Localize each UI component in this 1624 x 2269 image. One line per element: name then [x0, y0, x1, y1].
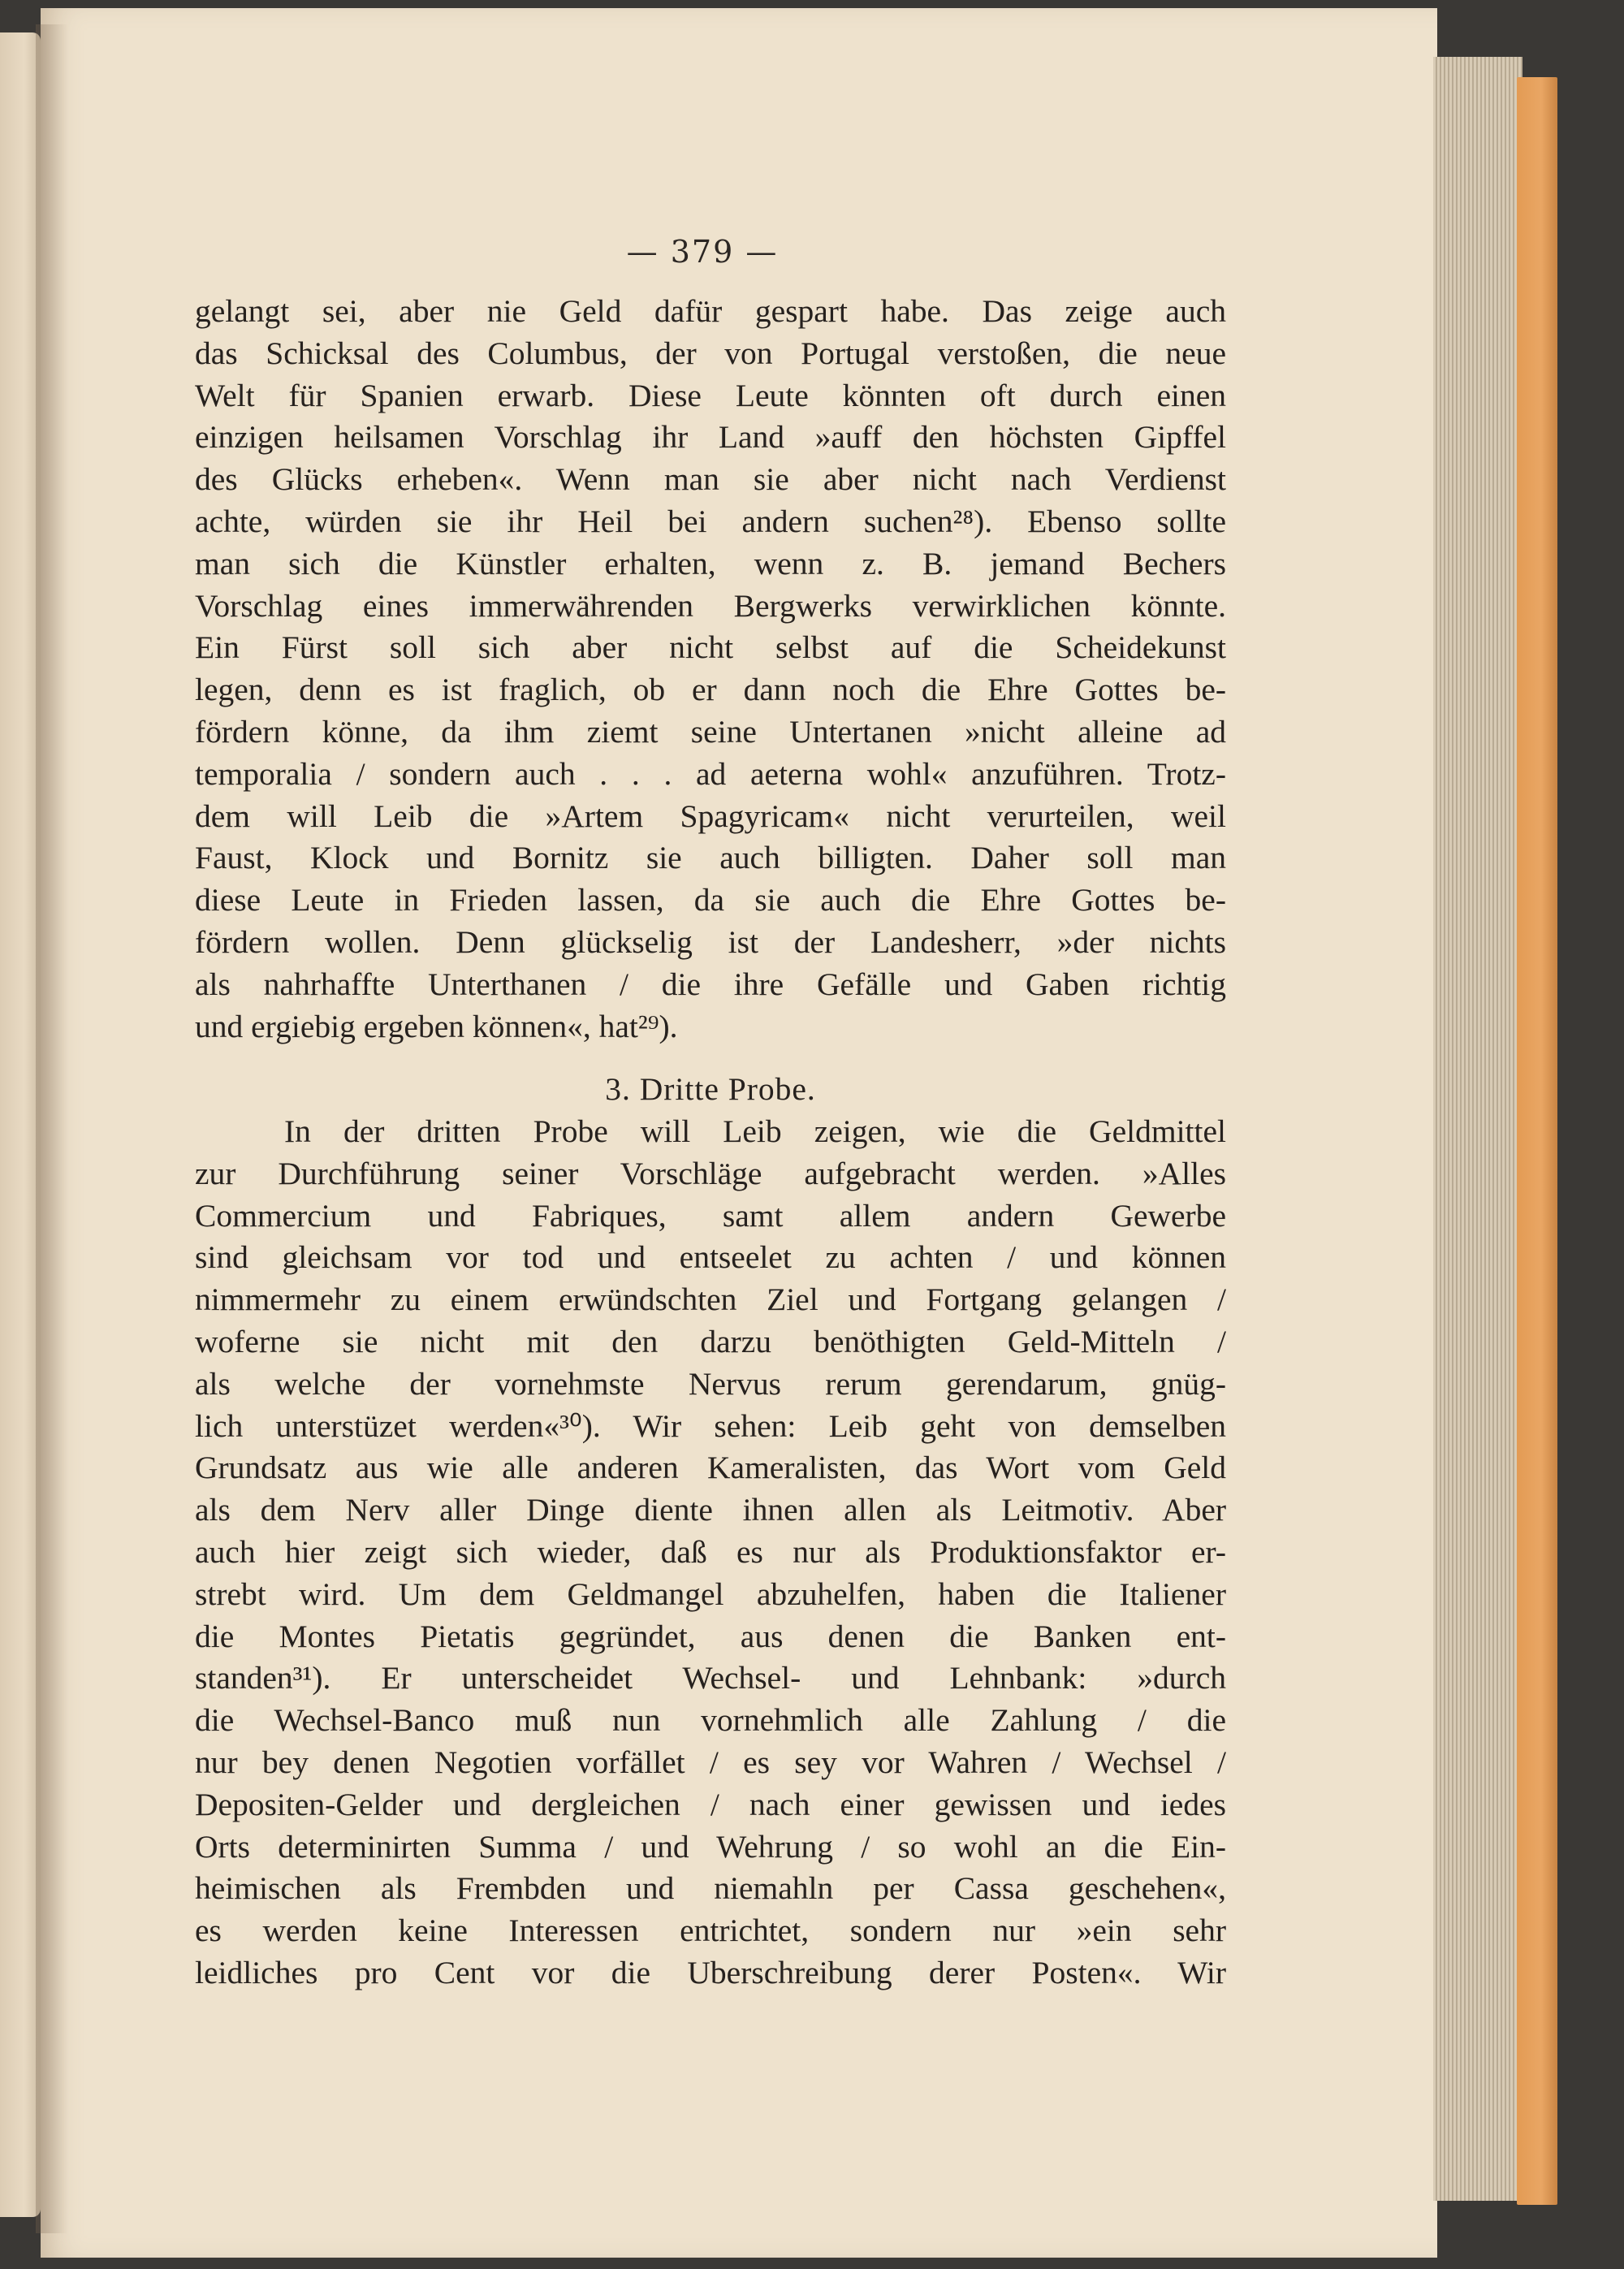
text-line: einzigen heilsamen Vorschlag ihr Land »auff den höchsten Gipffel	[195, 419, 1226, 456]
text-line: als welche der vornehmste Nervus rerum gerendarum, gnüg-	[195, 1365, 1226, 1402]
text-line: Depositen-Gelder und dergleichen / nach einer gewissen und iedes	[195, 1786, 1226, 1822]
text-line: strebt wird. Um dem Geldmangel abzuhelfen, haben die Italiener	[195, 1575, 1226, 1612]
text-line: fördern könne, da ihm ziemt seine Untertanen »nicht alleine ad	[195, 713, 1226, 750]
text-line: die Wechsel-Banco muß nun vornehmlich alle Zahlung / die	[195, 1702, 1226, 1739]
text-line: legen, denn es ist fraglich, ob er dann noch die Ehre Gottes be-	[195, 672, 1226, 708]
text-line: das Schicksal des Columbus, der von Portugal verstoßen, die neue	[195, 335, 1226, 371]
text-line: achte, würden sie ihr Heil bei andern suchen²⁸). Ebenso sollte	[195, 503, 1226, 539]
text-line: fördern wollen. Denn glückselig ist der Landesherr, »der nichts	[195, 923, 1226, 960]
text-line: diese Leute in Frieden lassen, da sie auch die Ehre Gottes be-	[195, 882, 1226, 918]
text-line: heimischen als Frembden und niemahln per Cassa geschehen«,	[195, 1870, 1226, 1907]
text-line: Faust, Klock und Bornitz sie auch billigten. Daher soll man	[195, 840, 1226, 876]
section-heading: 3. Dritte Probe.	[605, 1071, 816, 1108]
text-line: nimmermehr zu einem erwündschten Ziel und Fortgang gelangen /	[195, 1281, 1226, 1318]
left-page-edge	[0, 32, 41, 2217]
page-number: — 379 —	[626, 234, 779, 270]
text-line: dem will Leib die »Artem Spagyricam« nicht verurteilen, weil	[195, 797, 1226, 834]
text-line: Vorschlag eines immerwährenden Bergwerks verwirklichen könnte.	[195, 587, 1226, 624]
text-line: sind gleichsam vor tod und entseelet zu achten / und können	[195, 1239, 1226, 1276]
text-line: woferne sie nicht mit den darzu benöthigten Geld-Mitteln /	[195, 1324, 1226, 1360]
book-gutter-shadow	[36, 24, 68, 2233]
text-line: es werden keine Interessen entrichtet, sondern nur »ein sehr	[195, 1912, 1226, 1949]
text-line: In der dritten Probe will Leib zeigen, wie die Geldmittel	[284, 1113, 1226, 1150]
text-line: Commercium und Fabriques, samt allem andern Gewerbe	[195, 1197, 1226, 1234]
text-line: Welt für Spanien erwarb. Diese Leute könnten oft durch einen	[195, 377, 1226, 413]
text-line: Ein Fürst soll sich aber nicht selbst auf die Scheidekunst	[195, 629, 1226, 666]
body-text	[195, 291, 1226, 1995]
text-line: Orts determinirten Summa / und Wehrung / so wohl an die Ein-	[195, 1828, 1226, 1865]
text-line: als nahrhaffte Unterthanen / die ihre Gefälle und Gaben richtig	[195, 966, 1226, 1002]
page-stack-edges	[1433, 57, 1522, 2201]
book-cover-edge	[1517, 77, 1557, 2205]
text-line: des Glücks erheben«. Wenn man sie aber nicht nach Verdienst	[195, 461, 1226, 498]
text-line: man sich die Künstler erhalten, wenn z. B. jemand Bechers	[195, 545, 1226, 581]
text-line: Grundsatz aus wie alle anderen Kameralisten, das Wort vom Geld	[195, 1450, 1226, 1486]
text-line: zur Durchführung seiner Vorschläge aufgebracht werden. »Alles	[195, 1155, 1226, 1191]
text-line: gelangt sei, aber nie Geld dafür gespart habe. Das zeige auch	[195, 293, 1226, 329]
text-line: leidliches pro Cent vor die Uberschreibung derer Posten«. Wir	[195, 1954, 1226, 1990]
text-line: temporalia / sondern auch . . . ad aeterna wohl« anzuführen. Trotz-	[195, 755, 1226, 792]
text-line: nur bey denen Negotien vorfället / es sey vor Wahren / Wechsel /	[195, 1744, 1226, 1780]
text-line: lich unterstüzet werden«³⁰). Wir sehen: Leib geht von demselben	[195, 1407, 1226, 1444]
text-line: als dem Nerv aller Dinge diente ihnen allen als Leitmotiv. Aber	[195, 1492, 1226, 1528]
text-line: auch hier zeigt sich wieder, daß es nur als Produktionsfaktor er-	[195, 1534, 1226, 1570]
text-line: und ergiebig ergeben können«, hat²⁹).	[195, 1008, 678, 1044]
text-line: standen³¹). Er unterscheidet Wechsel- und Lehnbank: »durch	[195, 1660, 1226, 1696]
text-line: die Montes Pietatis gegründet, aus denen die Banken ent-	[195, 1618, 1226, 1654]
